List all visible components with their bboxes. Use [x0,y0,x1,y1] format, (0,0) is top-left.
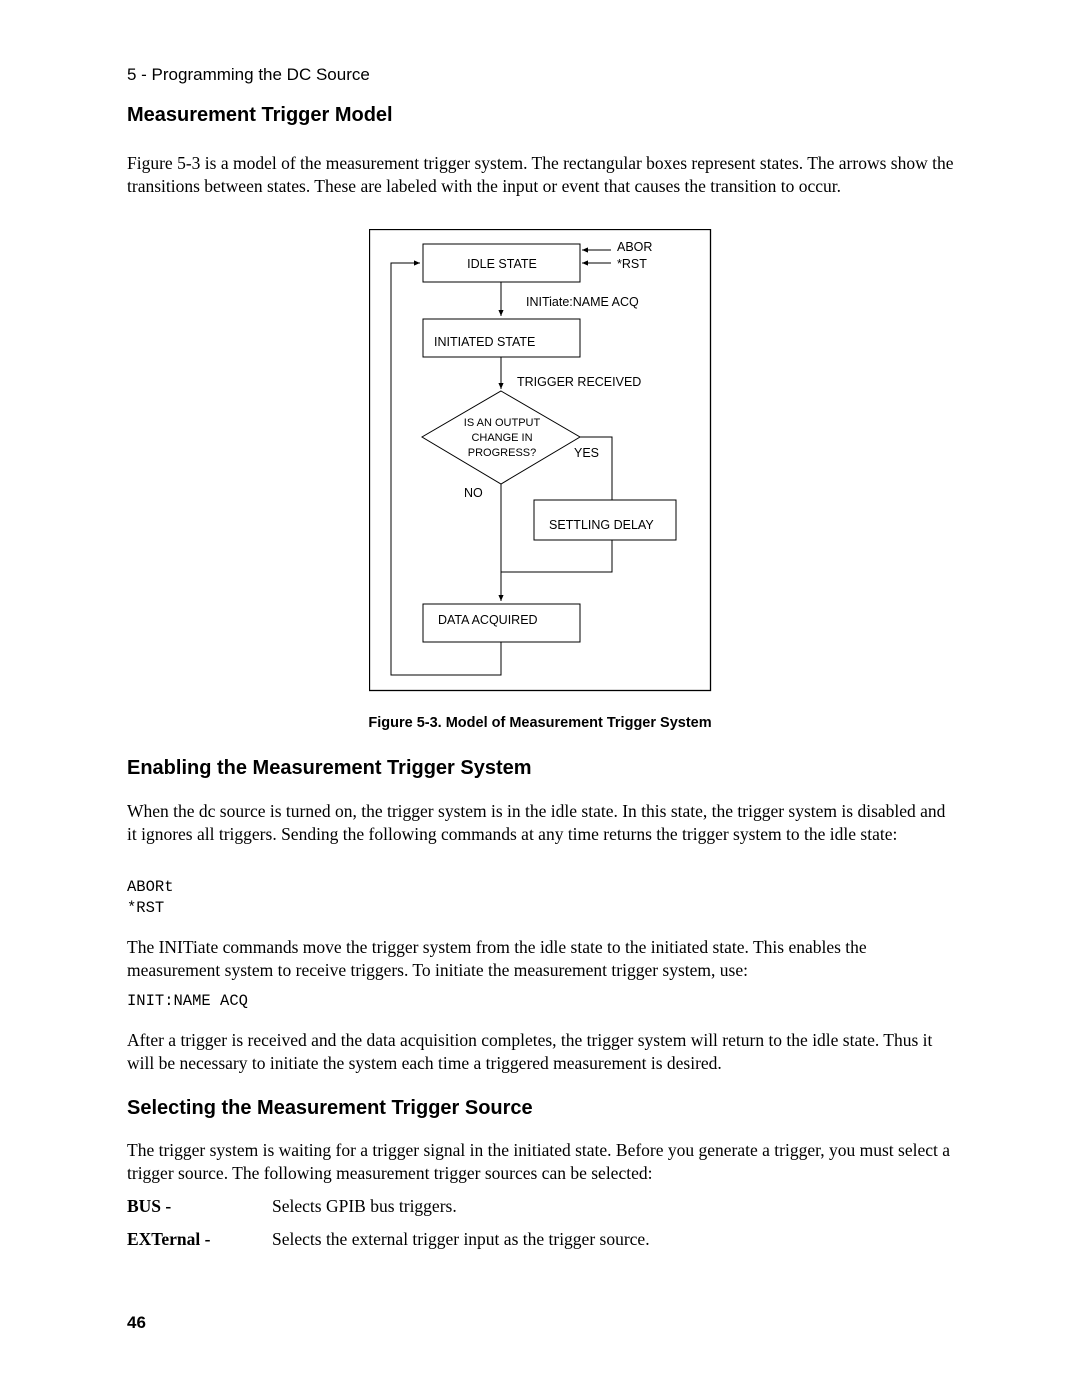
enabling-paragraph-3: After a trigger is received and the data acquisition completes, the trigger system will return to the idle state. Thus it will be necessary to initiate the system each time a triggered measurement is desired. [127,1030,933,1073]
decision-line1: IS AN OUTPUT [463,417,541,429]
decision-line3: PROGRESS? [467,447,537,459]
data-acquired-label: DATA ACQUIRED [438,613,538,627]
source-desc-bus: Selects GPIB bus triggers. [272,1196,457,1216]
source-term-bus: BUS - [127,1196,172,1216]
enabling-paragraph-1: When the dc source is turned on, the trigger system is in the idle state. In this state, the trigger system is disabled and it ignores all triggers. Sending the following commands at any time returns the trigger system to the idle state: [127,801,946,844]
selecting-paragraph: The trigger system is waiting for a trigger signal in the initiated state. Before you generate a trigger, you must select a trigger source. The following measurement trigger sources can be selected: [127,1140,951,1183]
trigger-model-diagram [369,229,712,692]
settling-delay-label: SETTLING DELAY [549,518,654,532]
intro-paragraph: Figure 5-3 is a model of the measurement trigger system. The rectangular boxes represent states. The arrows show the transitions between states. These are labeled with the input or event that causes the transition to occur. [127,153,954,196]
section-heading-enabling: Enabling the Measurement Trigger System [127,757,532,779]
idle-state-label: IDLE STATE [467,257,537,271]
enabling-paragraph-2: The INITiate commands move the trigger system from the idle state to the initiated state. This enables the measurement system to receive triggers. To initiate the measurement trigger system, use: [127,937,867,980]
code-abort: ABORt [127,878,174,896]
page-number: 46 [127,1313,146,1332]
running-head: 5 - Programming the DC Source [127,65,370,84]
section-heading-selecting: Selecting the Measurement Trigger Source [127,1097,533,1119]
initiated-state-label: INITIATED STATE [434,335,536,349]
figure-caption: Figure 5-3. Model of Measurement Trigger System [368,715,712,731]
decision-line2: CHANGE IN [471,432,533,444]
abor-label: ABOR [617,240,653,254]
initiate-label: INITiate:NAME ACQ [526,295,639,309]
code-rst: *RST [127,899,165,917]
rst-label: *RST [617,257,647,271]
trigger-received-label: TRIGGER RECEIVED [517,375,642,389]
source-desc-external: Selects the external trigger input as the trigger source. [272,1229,650,1249]
code-init-name-acq: INIT:NAME ACQ [127,992,248,1010]
yes-label: YES [574,446,600,460]
source-term-external: EXTernal - [127,1229,211,1249]
no-label: NO [464,486,483,500]
settling-return-path [501,540,612,572]
section-heading-trigger-model: Measurement Trigger Model [127,104,393,126]
